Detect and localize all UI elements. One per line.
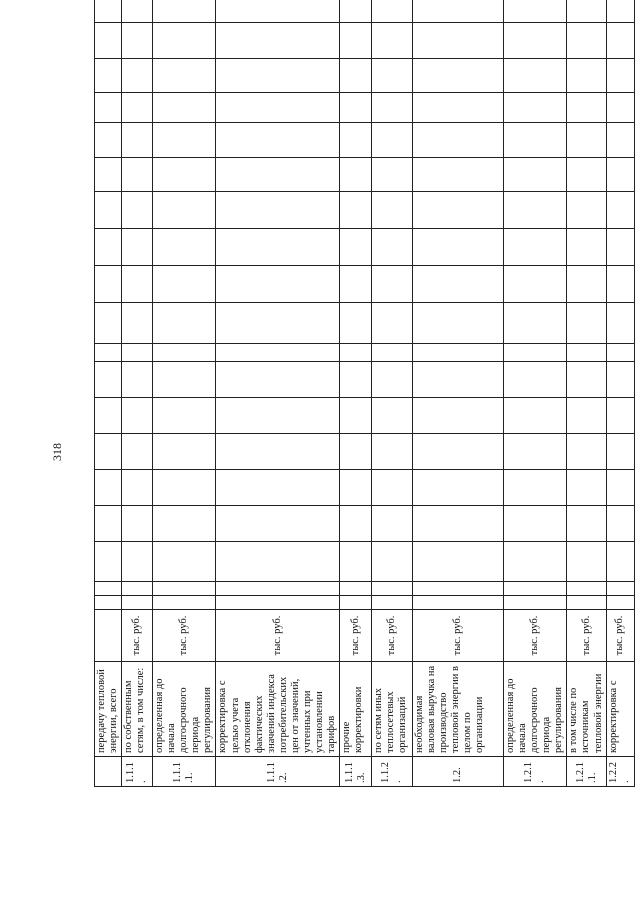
value-cell [340, 596, 372, 610]
value-cell [340, 158, 372, 192]
value-cell [607, 59, 634, 93]
value-cell [153, 158, 216, 192]
value-cell [413, 542, 504, 582]
value-cell [567, 23, 607, 59]
value-cell [567, 229, 607, 266]
value-cell [122, 362, 153, 398]
value-cell [340, 434, 372, 470]
value-cell [153, 344, 216, 362]
value-cell [504, 596, 567, 610]
value-cell [504, 266, 567, 303]
value-cell [567, 470, 607, 506]
value-cell [504, 93, 567, 123]
row-name: по сетям иных теплосетевых организаций [372, 662, 413, 757]
value-cell [413, 398, 504, 434]
value-cell [413, 266, 504, 303]
value-cell [216, 229, 340, 266]
value-cell [607, 23, 634, 59]
value-cell [153, 266, 216, 303]
value-cell [372, 158, 413, 192]
value-cell [95, 0, 122, 23]
value-cell [504, 23, 567, 59]
value-cell [153, 398, 216, 434]
row-number: 1.1.2. [372, 757, 413, 787]
value-cell [122, 542, 153, 582]
value-cell [153, 470, 216, 506]
value-cell [607, 596, 634, 610]
value-cell [372, 303, 413, 344]
value-cell [372, 344, 413, 362]
value-cell [567, 59, 607, 93]
value-cell [567, 542, 607, 582]
value-cell [153, 192, 216, 229]
value-cell [95, 266, 122, 303]
value-cell [340, 362, 372, 398]
value-cell [504, 158, 567, 192]
table-row [372, 0, 413, 787]
value-cell [340, 93, 372, 123]
value-cell [567, 303, 607, 344]
rotated-table-inner [94, 33, 632, 787]
value-cell [567, 506, 607, 542]
table-body [95, 0, 635, 787]
value-cell [340, 470, 372, 506]
value-cell [122, 344, 153, 362]
row-unit: тыс. руб. [372, 610, 413, 662]
value-cell [95, 398, 122, 434]
value-cell [216, 344, 340, 362]
row-name: прочие корректировки [340, 662, 372, 757]
value-cell [216, 266, 340, 303]
value-cell [413, 59, 504, 93]
value-cell [122, 434, 153, 470]
value-cell [122, 470, 153, 506]
value-cell [504, 362, 567, 398]
page-number: 318 [50, 443, 64, 461]
value-cell [504, 398, 567, 434]
value-cell [413, 362, 504, 398]
value-cell [372, 0, 413, 23]
value-cell [340, 266, 372, 303]
row-unit: тыс. руб. [607, 610, 634, 662]
value-cell [372, 192, 413, 229]
value-cell [216, 582, 340, 596]
value-cell [216, 434, 340, 470]
value-cell [153, 123, 216, 158]
value-cell [504, 123, 567, 158]
value-cell [372, 542, 413, 582]
value-cell [567, 596, 607, 610]
row-number: 1.2. [413, 757, 504, 787]
value-cell [607, 192, 634, 229]
value-cell [567, 434, 607, 470]
value-cell [567, 266, 607, 303]
row-unit: тыс. руб. [567, 610, 607, 662]
value-cell [216, 123, 340, 158]
value-cell [340, 192, 372, 229]
row-unit: тыс. руб. [153, 610, 216, 662]
value-cell [340, 506, 372, 542]
value-cell [122, 123, 153, 158]
value-cell [153, 59, 216, 93]
value-cell [95, 506, 122, 542]
value-cell [340, 59, 372, 93]
value-cell [607, 93, 634, 123]
value-cell [340, 229, 372, 266]
value-cell [153, 362, 216, 398]
value-cell [216, 506, 340, 542]
value-cell [122, 93, 153, 123]
value-cell [413, 582, 504, 596]
value-cell [504, 582, 567, 596]
value-cell [372, 266, 413, 303]
value-cell [504, 434, 567, 470]
value-cell [567, 362, 607, 398]
value-cell [607, 266, 634, 303]
value-cell [95, 303, 122, 344]
value-cell [372, 470, 413, 506]
value-cell [122, 192, 153, 229]
value-cell [216, 23, 340, 59]
row-name: корректировка с [607, 662, 634, 757]
table-row [340, 0, 372, 787]
row-unit: тыс. руб. [413, 610, 504, 662]
value-cell [413, 229, 504, 266]
value-cell [95, 23, 122, 59]
value-cell [413, 23, 504, 59]
value-cell [340, 582, 372, 596]
value-cell [504, 470, 567, 506]
value-cell [372, 23, 413, 59]
value-cell [122, 582, 153, 596]
value-cell [122, 596, 153, 610]
value-cell [95, 229, 122, 266]
row-number: 1.2.1. [504, 757, 567, 787]
value-cell [372, 434, 413, 470]
value-cell [413, 434, 504, 470]
value-cell [413, 123, 504, 158]
value-cell [122, 229, 153, 266]
value-cell [340, 23, 372, 59]
value-cell [153, 596, 216, 610]
row-name: необходимая валовая выручка на производство тепловой энергии в целом по организации [413, 662, 504, 757]
value-cell [504, 229, 567, 266]
value-cell [567, 93, 607, 123]
value-cell [607, 344, 634, 362]
value-cell [122, 398, 153, 434]
tariff-table [94, 0, 635, 787]
value-cell [95, 542, 122, 582]
value-cell [95, 123, 122, 158]
value-cell [216, 470, 340, 506]
value-cell [95, 470, 122, 506]
value-cell [216, 59, 340, 93]
row-unit: тыс. руб. [504, 610, 567, 662]
value-cell [567, 398, 607, 434]
value-cell [122, 0, 153, 23]
value-cell [122, 23, 153, 59]
row-unit: тыс. руб. [340, 610, 372, 662]
value-cell [372, 506, 413, 542]
value-cell [340, 123, 372, 158]
value-cell [216, 158, 340, 192]
row-name: определенная до начала долгосрочного периода регулирования [504, 662, 567, 757]
value-cell [607, 123, 634, 158]
row-number: 1.2.1.1. [567, 757, 607, 787]
value-cell [607, 0, 634, 23]
value-cell [95, 596, 122, 610]
value-cell [372, 229, 413, 266]
value-cell [607, 362, 634, 398]
row-unit: тыс. руб. [216, 610, 340, 662]
value-cell [607, 229, 634, 266]
value-cell [216, 362, 340, 398]
value-cell [413, 158, 504, 192]
value-cell [216, 596, 340, 610]
value-cell [567, 582, 607, 596]
value-cell [153, 0, 216, 23]
value-cell [153, 229, 216, 266]
value-cell [122, 59, 153, 93]
value-cell [413, 596, 504, 610]
value-cell [216, 542, 340, 582]
row-name: в том числе по источникам тепловой энергии [567, 662, 607, 757]
value-cell [340, 542, 372, 582]
row-number: 1.1.1.3. [340, 757, 372, 787]
value-cell [413, 470, 504, 506]
table-row [216, 0, 340, 787]
value-cell [95, 582, 122, 596]
value-cell [504, 542, 567, 582]
value-cell [504, 59, 567, 93]
value-cell [413, 0, 504, 23]
value-cell [607, 542, 634, 582]
value-cell [607, 434, 634, 470]
row-name: передачу тепловой энергии, всего [95, 662, 122, 757]
table-row [567, 0, 607, 787]
value-cell [153, 506, 216, 542]
value-cell [340, 0, 372, 23]
value-cell [372, 596, 413, 610]
value-cell [153, 23, 216, 59]
value-cell [372, 59, 413, 93]
value-cell [95, 192, 122, 229]
value-cell [607, 582, 634, 596]
value-cell [372, 123, 413, 158]
table-row [607, 0, 634, 787]
value-cell [153, 93, 216, 123]
value-cell [372, 93, 413, 123]
value-cell [504, 192, 567, 229]
value-cell [607, 506, 634, 542]
value-cell [95, 59, 122, 93]
value-cell [372, 362, 413, 398]
row-unit: тыс. руб. [122, 610, 153, 662]
table-row [504, 0, 567, 787]
row-number: 1.1.1.1. [153, 757, 216, 787]
value-cell [607, 303, 634, 344]
value-cell [153, 542, 216, 582]
value-cell [504, 303, 567, 344]
value-cell [607, 470, 634, 506]
value-cell [122, 506, 153, 542]
value-cell [122, 303, 153, 344]
row-number: 1.1.1.2. [216, 757, 340, 787]
table-row [413, 0, 504, 787]
table-row [95, 0, 122, 787]
value-cell [216, 93, 340, 123]
value-cell [95, 434, 122, 470]
value-cell [607, 158, 634, 192]
value-cell [153, 303, 216, 344]
value-cell [567, 192, 607, 229]
value-cell [340, 398, 372, 434]
value-cell [567, 344, 607, 362]
value-cell [504, 506, 567, 542]
value-cell [340, 344, 372, 362]
value-cell [122, 158, 153, 192]
value-cell [567, 0, 607, 23]
value-cell [153, 582, 216, 596]
row-unit [95, 610, 122, 662]
value-cell [95, 93, 122, 123]
value-cell [567, 158, 607, 192]
row-name: по собственным сетям, в том числе: [122, 662, 153, 757]
row-number [95, 757, 122, 787]
row-name: корректировка с целью учета отклонения фактических значений индекса потребительских цен от значений, учтенных при установлении тарифов [216, 662, 340, 757]
value-cell [413, 93, 504, 123]
rotated-table-area [94, 33, 632, 787]
value-cell [413, 303, 504, 344]
row-name: определенная до начала долгосрочного периода регулирования [153, 662, 216, 757]
value-cell [216, 192, 340, 229]
value-cell [504, 344, 567, 362]
value-cell [153, 434, 216, 470]
value-cell [95, 362, 122, 398]
value-cell [95, 158, 122, 192]
value-cell [216, 303, 340, 344]
value-cell [413, 192, 504, 229]
value-cell [567, 123, 607, 158]
value-cell [216, 0, 340, 23]
value-cell [122, 266, 153, 303]
value-cell [372, 398, 413, 434]
value-cell [607, 398, 634, 434]
value-cell [372, 582, 413, 596]
table-row [122, 0, 153, 787]
table-row [153, 0, 216, 787]
value-cell [413, 344, 504, 362]
value-cell [413, 506, 504, 542]
row-number: 1.2.2. [607, 757, 634, 787]
value-cell [216, 398, 340, 434]
value-cell [504, 0, 567, 23]
row-number: 1.1.1. [122, 757, 153, 787]
value-cell [95, 344, 122, 362]
value-cell [340, 303, 372, 344]
